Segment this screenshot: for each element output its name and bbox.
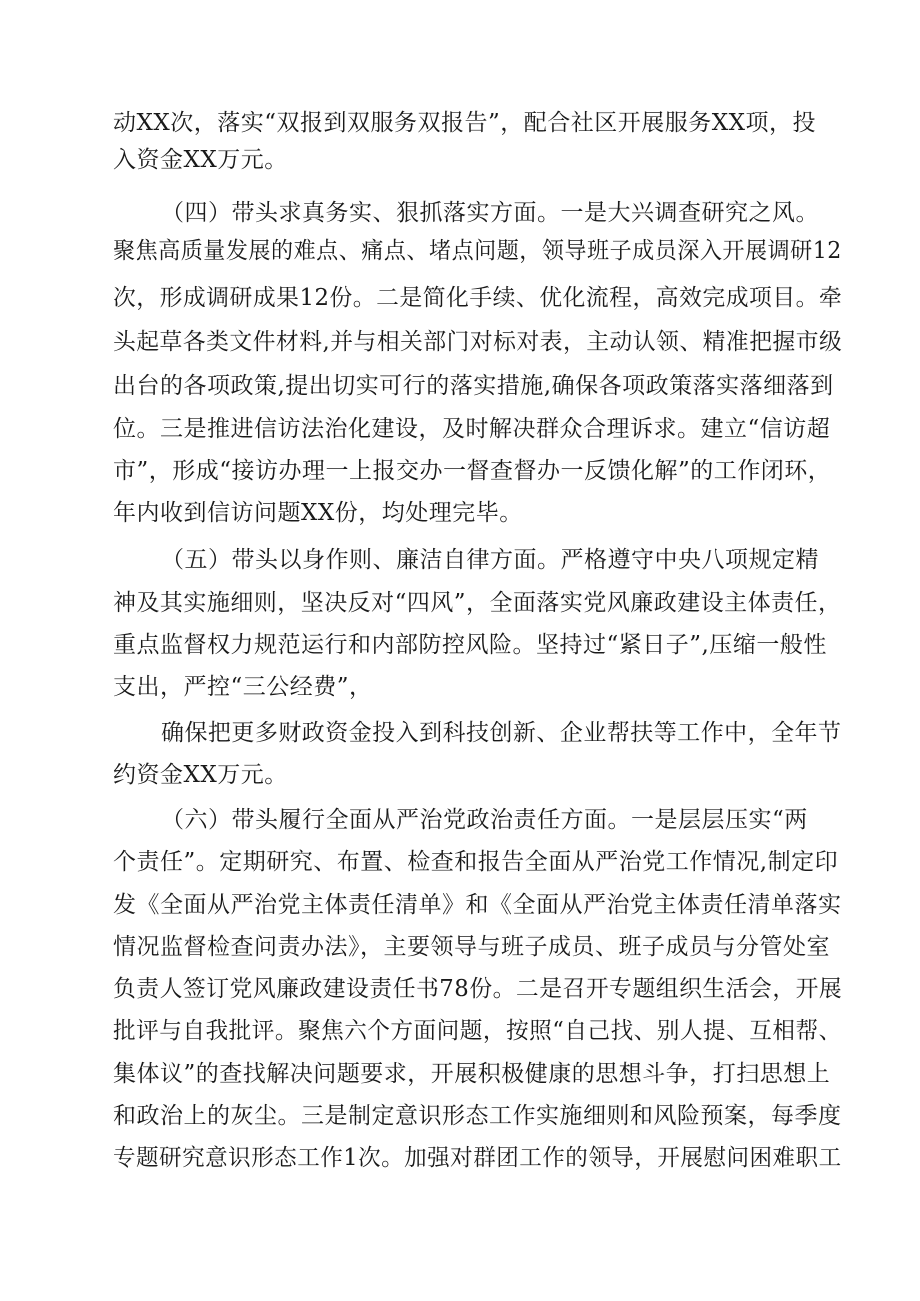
text-line: 发《全面从严治党主体责任清单》和《全面从严治党主体责任清单落实 [113, 892, 842, 918]
text-line: 市”，形成“接访办理一上报交办一督查督办一反馈化解”的工作闭环， [113, 458, 832, 484]
text-line: 入资金XX万元。 [113, 147, 288, 173]
text-line: 专题研究意识形态工作1次。加强对群团工作的领导，开展慰问困难职工 [113, 1145, 842, 1171]
text-line: 位。三是推进信访法治化建设，及时解决群众合理诉求。建立“信访超 [113, 416, 831, 442]
text-line: 动XX次，落实“双报到双服务双报告”，配合社区开展服务XX项，投 [113, 110, 817, 136]
text-line: 支出，严控“三公经费”， [113, 674, 373, 700]
text-line: （六）带头履行全面从严治党政治责任方面。一是层层压实“两 [161, 807, 808, 833]
text-line: 聚焦高质量发展的难点、痛点、堵点问题，领导班子成员深入开展调研12 [113, 238, 842, 264]
text-line: 和政治上的灰尘。三是制定意识形态工作实施细则和风险预案，每季度 [113, 1103, 842, 1129]
text-line: 神及其实施细则，坚决反对“四风”，全面落实党风廉政建设主体责任， [113, 590, 842, 616]
text-line: 确保把更多财政资金投入到科技创新、企业帮扶等工作中，全年节 [161, 720, 842, 746]
text-line: 约资金XX万元。 [113, 762, 288, 788]
text-line: 批评与自我批评。聚焦六个方面问题，按照“自己找、别人提、互相帮、 [113, 1018, 842, 1044]
text-line: 年内收到信访问题XX份，均处理完毕。 [113, 500, 523, 526]
text-line: 出台的各项政策,提出切实可行的落实措施,确保各项政策落实落细落到 [113, 373, 834, 399]
text-line: （五）带头以身作则、廉洁自律方面。严格遵守中央八项规定精 [161, 547, 819, 573]
text-line: 头起草各类文件材料,并与相关部门对标对表，主动认领、精准把握市级 [113, 329, 843, 355]
text-line: 负责人签订党风廉政建设责任书78份。二是召开专题组织生活会，开展 [113, 976, 843, 1002]
text-line: 情况监督检查问责办法》，主要领导与班子成员、班子成员与分管处室 [113, 934, 830, 960]
text-line: 集体议”的查找解决问题要求，开展积极健康的思想斗争，打扫思想上 [113, 1061, 831, 1087]
text-line: 重点监督权力规范运行和内部防控风险。坚持过“紧日子”,压缩一般性 [113, 632, 827, 658]
text-line: 个责任”。定期研究、布置、检查和报告全面从严治党工作情况,制定印 [113, 849, 839, 875]
text-line: （四）带头求真务实、狠抓落实方面。一是大兴调查研究之风。 [161, 200, 819, 226]
text-line: 次，形成调研成果12份。二是简化手续、优化流程，高效完成项目。牵 [113, 285, 843, 311]
